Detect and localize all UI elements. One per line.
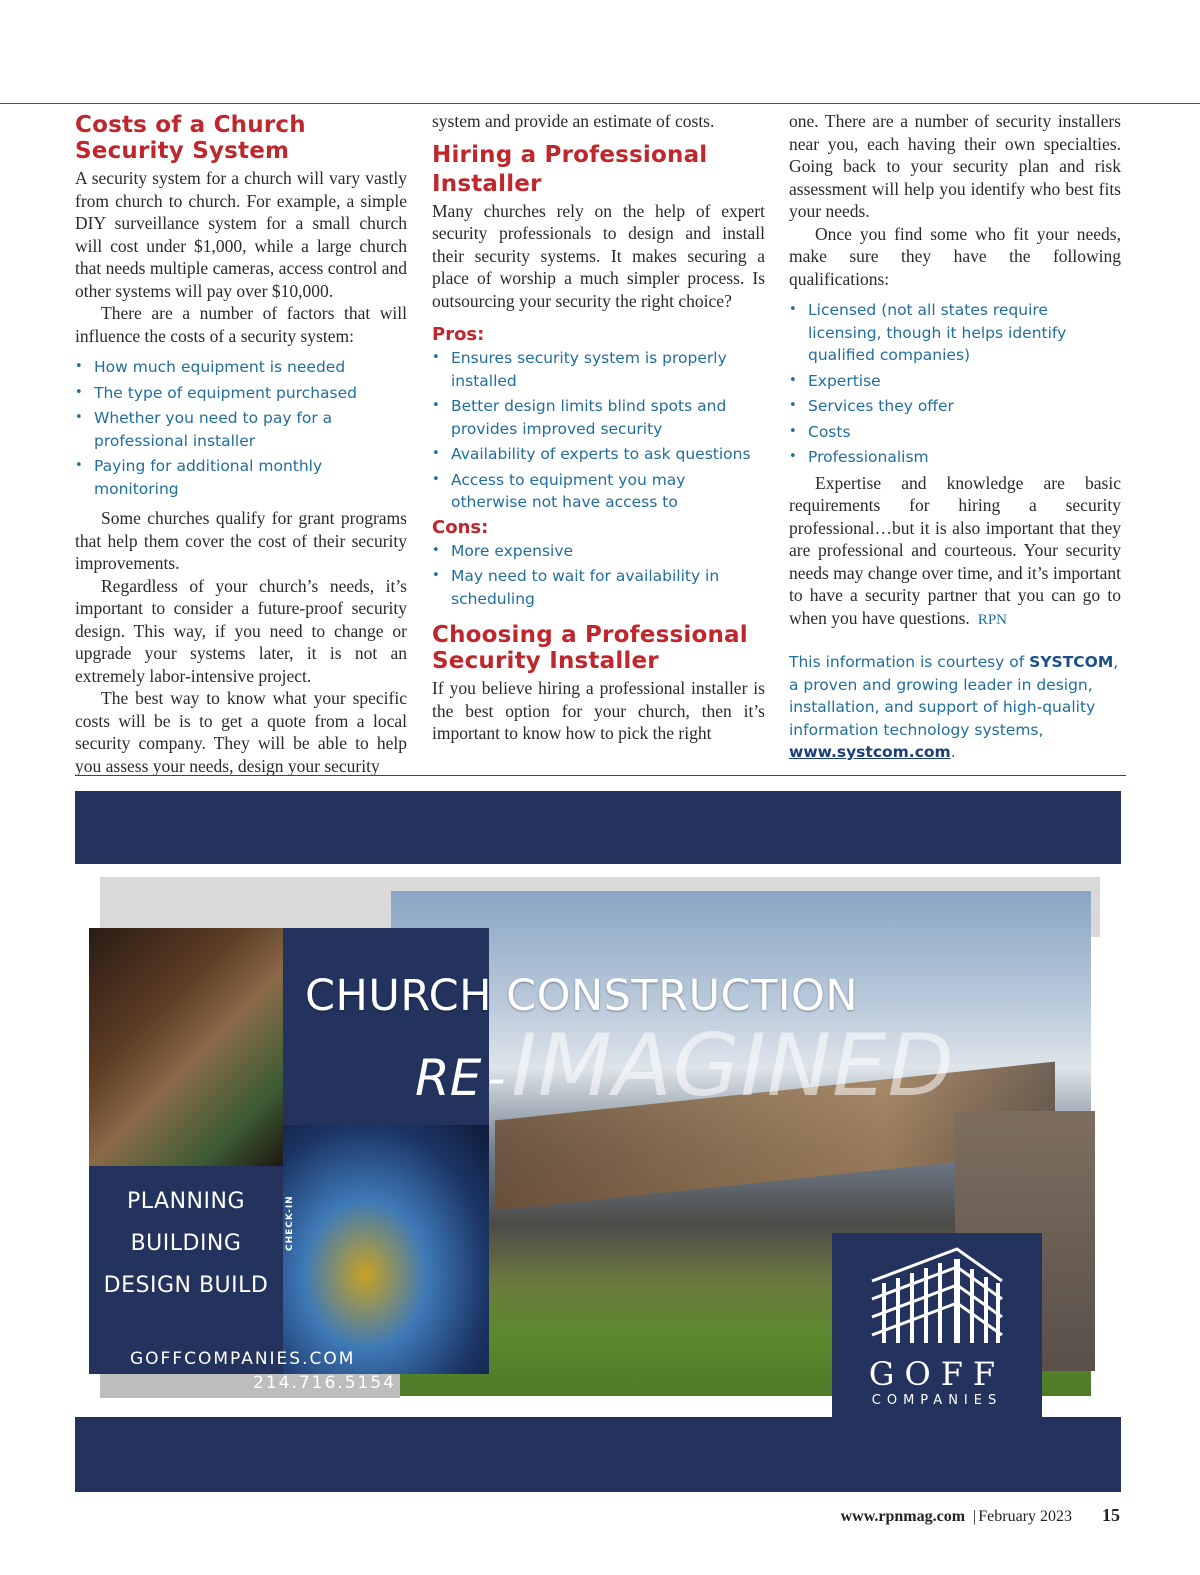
service-item: BUILDING [130, 1231, 242, 1256]
paragraph: Many churches rely on the help of expert security professionals to design and install their security systems. It makes securing a place of worship a much simpler process. Is outsourcing your security the right choice? [432, 200, 765, 311]
ad-website[interactable]: GOFFCOMPANIES.COM [130, 1349, 356, 1369]
section-heading-costs: Costs of a Church Security System [75, 112, 306, 164]
paragraph: The best way to know what your specific costs will be is to get a quote from a local security company. They will be able to help you assess your needs, design your security [75, 688, 407, 776]
service-item: PLANNING [127, 1189, 245, 1214]
list-item: • Ensures security system is properly installed [432, 349, 727, 390]
list-item: • Better design limits blind spots and provides improved security [432, 397, 727, 438]
bullet-icon: • [432, 350, 440, 365]
column-1 [75, 110, 407, 777]
paragraph: Once you find some who fit your needs, make sure they have the following qualifications: [789, 223, 1121, 289]
pros-list [432, 347, 765, 514]
list-item: • Availability of experts to ask questions [432, 443, 765, 466]
goff-advertisement[interactable] [75, 791, 1121, 1492]
list-item: • Access to equipment you may otherwise not have access to [432, 470, 686, 511]
checkin-sign: CHECK-IN [285, 1195, 295, 1251]
bullet-icon: • [432, 398, 440, 413]
list-item: • How much equipment is needed [75, 356, 407, 379]
courtesy-note: This information is courtesy of SYSTCOM, a proven and growing leader in design, installation, and support of high-quality information technology systems, www.systcom.com. [789, 653, 1119, 761]
list-item: • More expensive [432, 540, 765, 563]
bullet-icon: • [75, 359, 83, 374]
bullet-icon: • [432, 568, 440, 583]
list-item: • Licensed (not all states require licensing, though it helps identify qualified companies) [789, 301, 1067, 364]
middle-rule [75, 775, 1126, 776]
list-item: • Professionalism [789, 446, 1121, 469]
page-footer [841, 1505, 1120, 1526]
bullet-icon: • [789, 449, 797, 464]
cafe-interior-photo [89, 928, 283, 1166]
logo-subtitle: COMPANIES [871, 1393, 1003, 1408]
paragraph: There are a number of factors that will influence the costs of a security system: [75, 303, 407, 346]
goff-logo [832, 1233, 1042, 1417]
list-item: • May need to wait for availability in scheduling [432, 567, 720, 608]
bullet-icon: • [75, 384, 83, 400]
lobby-interior-photo [283, 1125, 489, 1374]
company-name: SYSTCOM [1029, 653, 1114, 671]
service-item: DESIGN BUILD [103, 1273, 269, 1298]
systcom-link[interactable]: www.systcom.com [789, 743, 951, 761]
paragraph: If you believe hiring a professional installer is the best option for your church, then it’s important to know how to pick the right [432, 678, 765, 743]
top-rule [0, 103, 1200, 104]
factors-list [75, 356, 407, 500]
cons-list [432, 540, 765, 611]
section-heading-hiring: Hiring a Professional Installer [432, 141, 708, 197]
logo-name: GOFF [868, 1355, 1006, 1393]
bullet-icon: • [432, 446, 440, 461]
paragraph: Some churches qualify for grant programs that help them cover the cost of their security improvements. [75, 508, 407, 573]
page-number: 15 [1102, 1505, 1120, 1525]
cons-heading: Cons: [432, 516, 489, 538]
ad-subheadline: RE -IMAGINED [415, 1016, 955, 1116]
footer-date: February 2023 [978, 1508, 1072, 1525]
bullet-icon: • [789, 302, 797, 317]
ad-headline: CHURCH CONSTRUCTION [305, 971, 859, 1021]
column-2 [432, 110, 765, 745]
qualifications-list [789, 299, 1121, 469]
list-item: • Paying for additional monthly monitoring [75, 457, 323, 498]
footer-separator: | [973, 1508, 977, 1525]
list-item: • Costs [789, 421, 1121, 444]
bullet-icon: • [432, 471, 440, 487]
paragraph: one. There are a number of security installers near you, each having their own specialties. Going back to your security plan and risk assessment will help you identify who best fits your needs. [789, 111, 1121, 221]
section-heading-choosing: Choosing a Professional Security Installer [432, 622, 748, 674]
list-item: • The type of equipment purchased [75, 382, 407, 405]
list-item: • Expertise [789, 370, 1121, 393]
column-3 [789, 110, 1121, 764]
bullet-icon: • [75, 410, 83, 425]
list-item: • Services they offer [789, 395, 1121, 418]
paragraph: A security system for a church will vary vastly from church to church. For example, a simple DIY surveillance system for a small church will cost under $1,000, while a large church that needs multiple cameras, access control and other systems will pay over $10,000. [75, 168, 407, 301]
bullet-icon: • [789, 372, 797, 388]
ad-services-list [89, 1181, 283, 1307]
footer-site[interactable]: www.rpnmag.com [840, 1508, 966, 1525]
bullet-icon: • [789, 398, 797, 413]
end-mark: RPN [977, 611, 1007, 628]
pros-heading: Pros: [432, 324, 485, 345]
bullet-icon: • [75, 458, 83, 473]
bullet-icon: • [432, 542, 440, 558]
list-item: • Whether you need to pay for a professional installer [75, 409, 333, 450]
paragraph: system and provide an estimate of costs. [432, 111, 715, 131]
bullet-icon: • [789, 423, 797, 439]
paragraph: Expertise and knowledge are basic requirements for hiring a security professional…but it is also important that they are professional and courteous. Your security needs may change over time, and it’s important to have a security partner that you can go to when you have questions. RPN [789, 472, 1121, 628]
paragraph: Regardless of your church’s needs, it’s important to consider a future-proof security design. This way, if you need to change or upgrade your systems later, it is not an extremely labor-intensive project. [75, 575, 407, 686]
building-logo-icon [862, 1241, 1012, 1351]
ad-phone: 214.716.5154 [253, 1373, 396, 1393]
